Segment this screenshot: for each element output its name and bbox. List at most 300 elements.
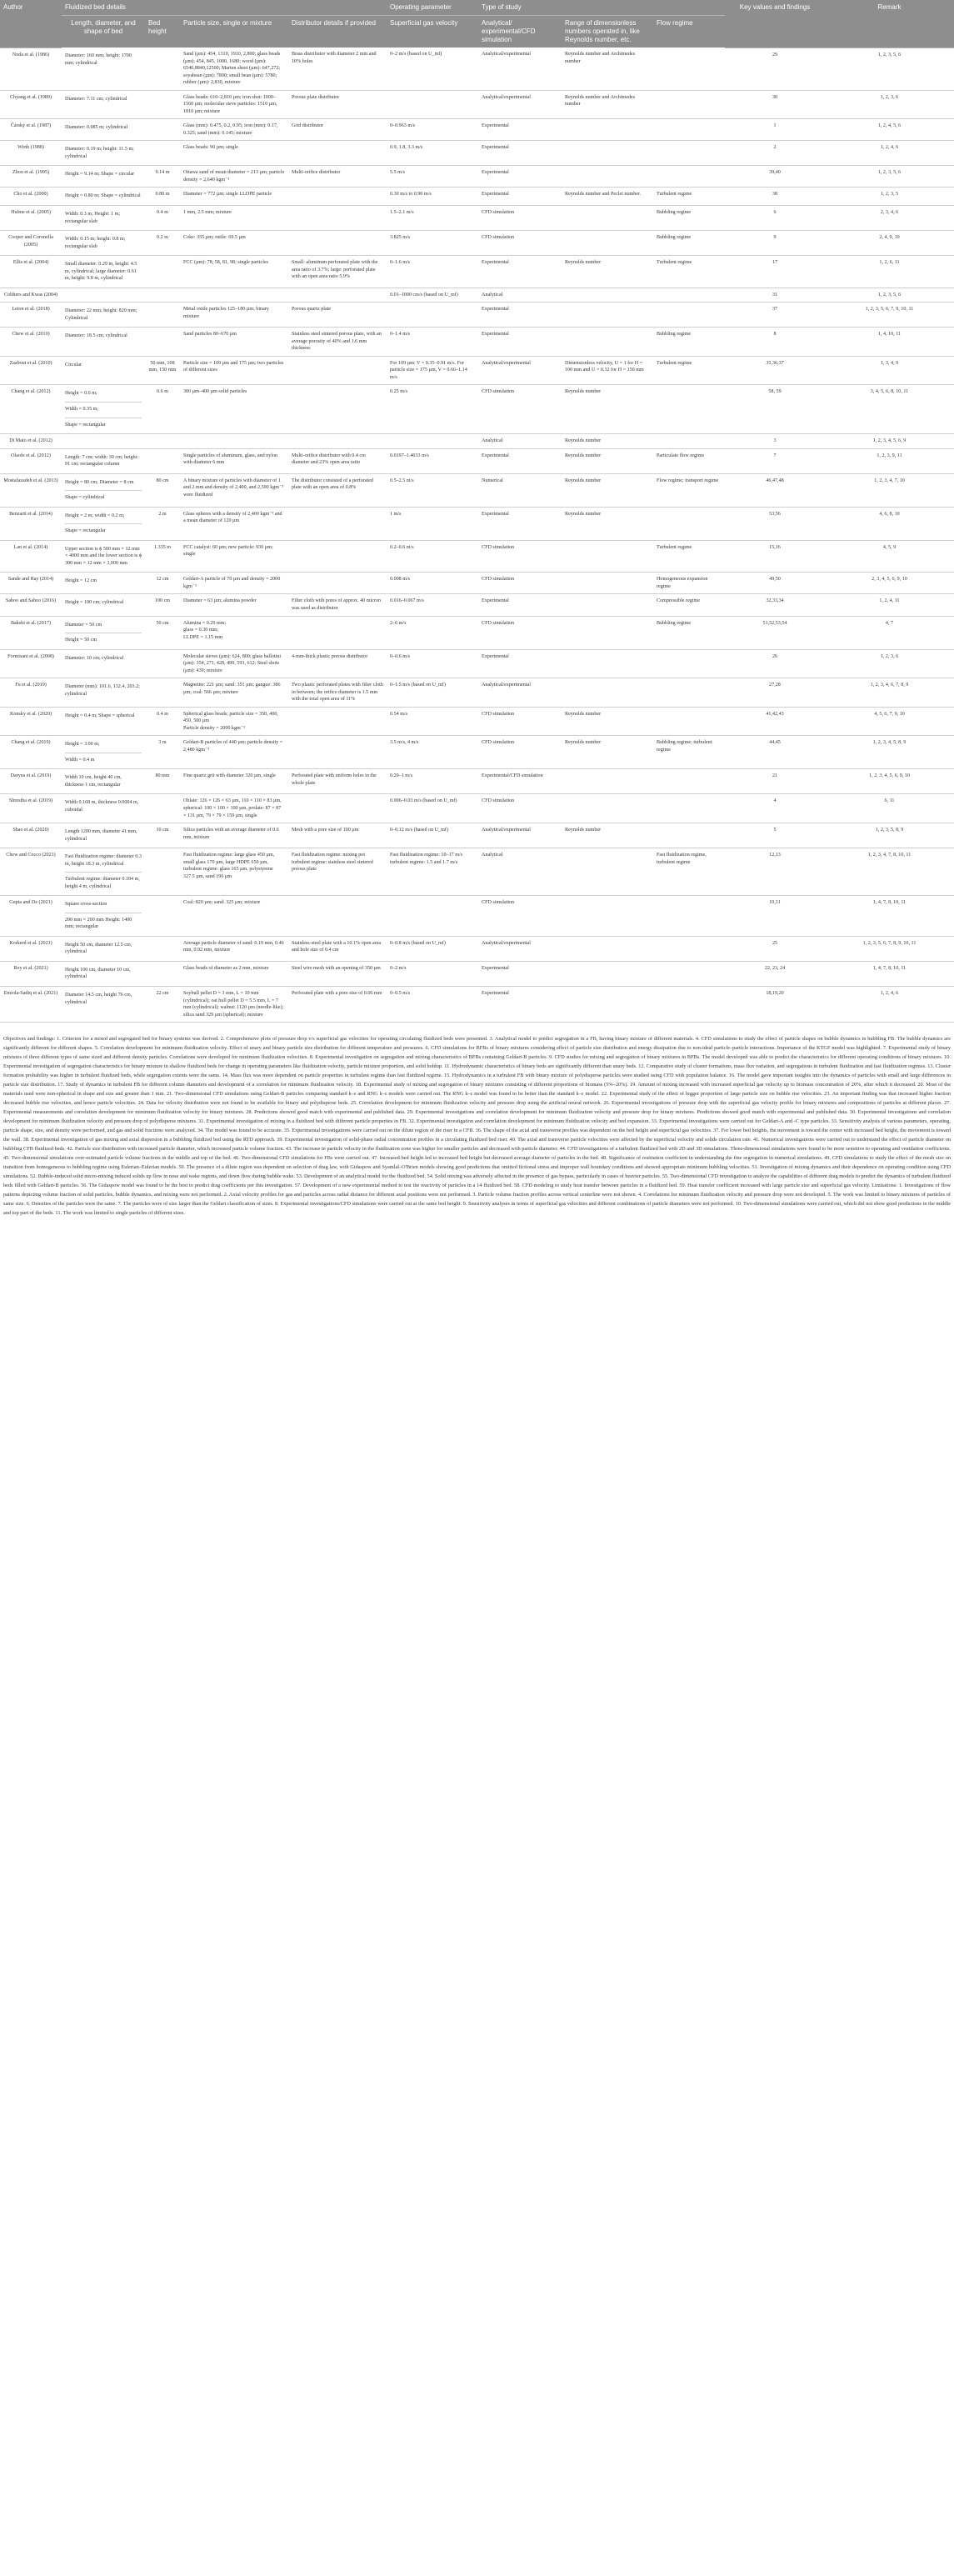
cell-study: CFD simulation <box>478 573 562 594</box>
cell-particle: Spherical glass beads; particle size = 350, 400, 450, 500 µm Particle density = 2000 kgm⁻³ <box>180 707 288 736</box>
cell-flow-regime <box>653 48 725 90</box>
table-row <box>0 540 954 573</box>
cell-study: CFD simulation <box>478 540 562 573</box>
cell-distributor: Perforated plate with a pore size of 0.06 mm <box>288 986 387 1022</box>
cell-flow-regime: Turbulent regime <box>653 540 725 573</box>
cell-dimension <box>62 507 145 540</box>
header-study: Analytical/ experimental/CFD simulation <box>478 16 562 48</box>
cell-velocity: 0.2–0.6 m/s <box>387 540 478 573</box>
cell-velocity: 0–0.12 m/s (based on U_mf) <box>387 823 478 848</box>
cell-distributor: Stainless-steel plate with a 10.1% open area and hole size of 0.4 cm <box>288 936 387 961</box>
cell-bed-height: 0.2 m <box>145 231 180 256</box>
cell-dimensionless <box>562 961 653 986</box>
cell-velocity <box>387 434 478 449</box>
cell-distributor <box>288 794 387 823</box>
cell-remark: 1, 2, 3, 5, 6 <box>825 288 954 303</box>
cell-bed-height <box>145 141 180 166</box>
cell-bed-height: 0.80 m <box>145 188 180 206</box>
dimension-part: Square cross-section <box>65 902 107 908</box>
table-row <box>0 823 954 848</box>
cell-author: Noda et al. (1986) <box>0 48 62 90</box>
cell-key-values: 2 <box>725 141 825 166</box>
cell-particle: Silica particles with an average diameter of 0.6 mm, mixture <box>180 823 288 848</box>
dimension-part: Height = 0.4 m; Shape = spherical <box>65 713 135 718</box>
cell-dimensionless <box>562 303 653 328</box>
cell-dimension <box>62 473 145 507</box>
cell-flow-regime <box>653 90 725 119</box>
cell-dimension <box>62 166 145 188</box>
cell-flow-regime: Bubbling regime <box>653 616 725 649</box>
cell-bed-height: 1.335 m <box>145 540 180 573</box>
cell-study: Experimental <box>478 448 562 473</box>
cell-flow-regime <box>653 385 725 434</box>
cell-dimension <box>62 961 145 986</box>
cell-distributor <box>288 616 387 649</box>
header-particle: Particle size, single or mixture <box>180 16 288 48</box>
table-row <box>0 649 954 678</box>
header-author: Author <box>0 0 62 48</box>
cell-remark: 6, 11 <box>825 794 954 823</box>
cell-key-values: 17 <box>725 256 825 288</box>
cell-particle: 300 µm–400 µm solid particles <box>180 385 288 434</box>
cell-dimension <box>62 256 145 288</box>
cell-dimensionless <box>562 141 653 166</box>
cell-distributor: Steel wire mesh with an opening of 350 µm <box>288 961 387 986</box>
cell-remark: 1, 2, 3, 5, 8, 9 <box>825 823 954 848</box>
cell-velocity: 0–0.8 m/s (based on U_mf) <box>387 936 478 961</box>
dimension-part <box>65 438 142 441</box>
cell-key-values: 21 <box>725 769 825 794</box>
cell-author: Emiola-Sadiq et al. (2021) <box>0 986 62 1022</box>
cell-particle: Alumina = 0.29 mm; glass = 0.30 mm; LLDPE = 1.15 mm <box>180 616 288 649</box>
cell-bed-height <box>145 794 180 823</box>
cell-dimensionless <box>562 986 653 1022</box>
table-row <box>0 473 954 507</box>
cell-author: Ellis et al. (2004) <box>0 256 62 288</box>
cell-dimensionless <box>562 328 653 357</box>
cell-flow-regime: Turbulent regime <box>653 188 725 206</box>
cell-study: CFD simulation <box>478 231 562 256</box>
dimension-part: Diameter (mm): 101.6, 132.4, 203.2; cylindrical <box>65 684 140 697</box>
cell-particle: 1 mm, 2.5 mm; mixture <box>180 205 288 230</box>
cell-author: Cooper and Coronella (2005) <box>0 231 62 256</box>
cell-distributor: Porous plate distributor <box>288 90 387 119</box>
cell-flow-regime: Bubbling regime <box>653 231 725 256</box>
cell-key-values: 37 <box>725 303 825 328</box>
cell-dimensionless <box>562 288 653 303</box>
cell-remark: 1, 2, 3, 6 <box>825 649 954 678</box>
cell-particle: Ottawa sand of mean diameter = 213 µm; particle density = 2,640 kgm⁻³ <box>180 166 288 188</box>
cell-dimensionless: Reynolds number <box>562 256 653 288</box>
dimension-part: Width: 0.3 m; Height: 1 m; rectangular slab <box>65 211 121 224</box>
cell-remark: 2, 3, 4, 6 <box>825 205 954 230</box>
cell-particle: Soybull pellet D = 3 mm, L = 10 mm (cylindrical); oat hull pellet D = 5.5 mm, L = 7 mm (cylindrical); walnut: 1120 µm (needle-like); silica sand 329 µm (spherical); mixture <box>180 986 288 1022</box>
cell-key-values: 9 <box>725 231 825 256</box>
cell-flow-regime <box>653 936 725 961</box>
cell-particle <box>180 288 288 303</box>
cell-key-values: 10,11 <box>725 896 825 937</box>
cell-dimensionless <box>562 769 653 794</box>
cell-bed-height <box>145 90 180 119</box>
table-row <box>0 48 954 90</box>
cell-velocity: 2–6 m/s <box>387 616 478 649</box>
cell-author: Chang et al. (2012) <box>0 385 62 434</box>
cell-author: Shrestha et al. (2019) <box>0 794 62 823</box>
cell-author: Colthers and Kwas (2004) <box>0 288 62 303</box>
cell-key-values: 1 <box>725 119 825 141</box>
cell-distributor <box>288 896 387 937</box>
cell-study: Experimental <box>478 141 562 166</box>
cell-key-values: 6 <box>725 205 825 230</box>
cell-study: Analytical/experimental <box>478 678 562 708</box>
cell-dimension <box>62 823 145 848</box>
cell-dimensionless: Reynolds number and Archimedes number <box>562 90 653 119</box>
cell-velocity: 5.5 m/s <box>387 166 478 188</box>
cell-author: Korkerd et al. (2021) <box>0 936 62 961</box>
cell-dimension <box>62 986 145 1022</box>
cell-author: Čárský et al. (1987) <box>0 119 62 141</box>
cell-particle: Glass beads: 90 µm; single <box>180 141 288 166</box>
table-row <box>0 678 954 708</box>
cell-dimensionless <box>562 896 653 937</box>
table-row <box>0 119 954 141</box>
cell-author: Daryus et al. (2019) <box>0 769 62 794</box>
cell-remark: 1, 2, 4, 11 <box>825 594 954 616</box>
cell-distributor: Multi-orifice distributor with 0.4 cm diameter and 23% open area ratio <box>288 448 387 473</box>
header-dimension: Length, diameter, and shape of bed <box>62 16 145 48</box>
cell-dimensionless: Reynolds number <box>562 736 653 769</box>
header-dimensionless: Range of dimensionless numbers operated in, like Reynolds number, etc. <box>562 16 653 48</box>
table-row <box>0 896 954 937</box>
table-row <box>0 961 954 986</box>
dimension-part: Shape = rectangular <box>65 523 142 537</box>
cell-key-values: 15,16 <box>725 540 825 573</box>
cell-dimensionless: Reynolds number <box>562 823 653 848</box>
cell-remark: 1, 2, 4, 6 <box>825 986 954 1022</box>
cell-distributor <box>288 573 387 594</box>
cell-flow-regime <box>653 961 725 986</box>
header-bed-height: Bed height <box>145 16 180 48</box>
cell-bed-height <box>145 961 180 986</box>
cell-dimension <box>62 188 145 206</box>
cell-author: Benzarti et al. (2014) <box>0 507 62 540</box>
cell-author: Formisani et al. (2008) <box>0 649 62 678</box>
table-row <box>0 707 954 736</box>
cell-velocity: Fast fluidization regime: 10–17 m/s turbulent regime: 1.5 and 1.7 m/s <box>387 848 478 896</box>
cell-flow-regime <box>653 769 725 794</box>
dimension-part: Width = 0.4 m <box>65 753 142 766</box>
cell-dimension <box>62 231 145 256</box>
cell-dimensionless: Reynolds number <box>562 448 653 473</box>
cell-velocity: 0–0.5 m/s <box>387 986 478 1022</box>
cell-distributor <box>288 288 387 303</box>
dimension-part: Height = 0.6 m; <box>65 391 97 397</box>
cell-particle: Fine quartz grit with diameter 320 µm, single <box>180 769 288 794</box>
table-row <box>0 303 954 328</box>
header-flow-regime: Flow regime <box>653 16 725 48</box>
cell-velocity: 0.008 m/s <box>387 573 478 594</box>
cell-dimension <box>62 896 145 937</box>
cell-study: Experimental <box>478 649 562 678</box>
cell-dimension <box>62 678 145 708</box>
header-operating-parameter: Operating parameter <box>387 0 478 16</box>
cell-dimension <box>62 119 145 141</box>
dimension-part: Fast fluidization regime: diameter 0.3 m, height 18.3 m, cylindrical <box>65 854 142 867</box>
cell-remark: 1, 2, 3, 5, 6, 7, 9, 10, 11 <box>825 303 954 328</box>
dimension-part: Diameter: 0.19 m; height: 11.5 m; cylindrical <box>65 147 134 159</box>
cell-dimensionless: Reynolds number and Peclet number. <box>562 188 653 206</box>
cell-velocity: 0.20–1 m/s <box>387 769 478 794</box>
cell-bed-height: 22 cm <box>145 986 180 1022</box>
cell-key-values: 3 <box>725 434 825 449</box>
cell-key-values: 18,19,20 <box>725 986 825 1022</box>
cell-dimension <box>62 540 145 573</box>
cell-remark: 2, 3, 4, 5, 6, 9, 10 <box>825 573 954 594</box>
cell-bed-height: 0.4 m <box>145 205 180 230</box>
dimension-part: Length 1200 mm, diameter 41 mm, cylindrical <box>65 829 137 842</box>
cell-dimensionless: Reynolds number <box>562 507 653 540</box>
cell-flow-regime <box>653 507 725 540</box>
header-distributor: Distributor details if provided <box>288 16 387 48</box>
header-remark: Remark <box>825 0 954 48</box>
cell-particle: Coke: 355 µm; rutile: 69.5 µm <box>180 231 288 256</box>
dimension-part <box>65 292 142 295</box>
cell-particle: Oblate: 126 × 126 × 63 µm, 110 × 110 × 83 µm, spherical: 100 × 100 × 100 µm, prolate: 87 × 87 × 131 µm, 79 × 79 × 159 µm, single <box>180 794 288 823</box>
cell-study: CFD simulation <box>478 707 562 736</box>
cell-author: Cho et al. (2000) <box>0 188 62 206</box>
cell-dimension <box>62 448 145 473</box>
cell-bed-height <box>145 48 180 90</box>
cell-distributor: Small: aluminum perforated plate with the area ratio of 3.7%; large: perforated plate with an open area ratio 5.9% <box>288 256 387 288</box>
table-row <box>0 385 954 434</box>
cell-velocity: 0.01–1000 cm/s (based on U_mf) <box>387 288 478 303</box>
cell-author: Chang et al. (2019) <box>0 736 62 769</box>
table-row <box>0 141 954 166</box>
dimension-part: Turbulent regime: diameter 0.184 m, height 4 m, cylindrical <box>65 872 142 892</box>
table-row <box>0 188 954 206</box>
cell-distributor <box>288 736 387 769</box>
cell-velocity: 0.006–0.03 m/s (based on U_mf) <box>387 794 478 823</box>
cell-velocity: 1.5–2.1 m/s <box>387 205 478 230</box>
cell-bed-height: 2 m <box>145 507 180 540</box>
cell-key-values: 49,50 <box>725 573 825 594</box>
cell-distributor: Brass distributor with diameter 2 mm and 10% holes <box>288 48 387 90</box>
cell-dimensionless <box>562 794 653 823</box>
fluidized-bed-review-table <box>0 0 954 1231</box>
cell-study: Experimental <box>478 166 562 188</box>
cell-particle: Sand (µm): 454, 1310, 1910, 2,800; glass beads (µm): 454, 845, 1000, 1680; wood (µm): 6540,8840,12500; Marten sheet (µm): 647,272; soyabean (µm): 7800; small bean (µm): 5780; rubber (µm): 2,830, mixture <box>180 48 288 90</box>
cell-bed-height <box>145 303 180 328</box>
cell-dimensionless: Dimensionless velocity, U = 1 for H = 100 mm and U = 0.32 for H = 150 mm <box>562 356 653 385</box>
cell-dimensionless <box>562 573 653 594</box>
table-row <box>0 616 954 649</box>
cell-flow-regime <box>653 649 725 678</box>
cell-flow-regime <box>653 794 725 823</box>
cell-bed-height: 3 m <box>145 736 180 769</box>
cell-distributor: Multi-orifice distributor <box>288 166 387 188</box>
cell-bed-height <box>145 848 180 896</box>
cell-author: Chyang et al. (1989) <box>0 90 62 119</box>
dimension-part: Diameter 14.5 cm, height 76 cm, cylindrical <box>65 992 132 1005</box>
cell-particle: Glass beads: 610–2,810 µm; iron shot: 1000–1560 µm; molecular sieve particles: 1510 µm, 1810 µm; mixture <box>180 90 288 119</box>
cell-bed-height <box>145 256 180 288</box>
dimension-part: Diameter: 7.11 cm; cylindrical <box>65 96 127 102</box>
cell-key-values: 22, 23, 24 <box>725 961 825 986</box>
cell-remark: 1, 2, 3, 5 <box>825 188 954 206</box>
cell-author: Chew et al. (2010) <box>0 328 62 357</box>
cell-remark: 2, 4, 9, 10 <box>825 231 954 256</box>
cell-distributor <box>288 540 387 573</box>
cell-study: Analytical/experimental <box>478 823 562 848</box>
table-row <box>0 231 954 256</box>
cell-key-values: 44,45 <box>725 736 825 769</box>
cell-author: Leion et al. (2018) <box>0 303 62 328</box>
cell-author: Fu et al. (2019) <box>0 678 62 708</box>
table-row <box>0 986 954 1022</box>
cell-bed-height <box>145 448 180 473</box>
cell-author: Chew and Cocco (2021) <box>0 848 62 896</box>
cell-distributor <box>288 434 387 449</box>
cell-study: Experimental <box>478 256 562 288</box>
cell-bed-height: 9.14 m <box>145 166 180 188</box>
cell-author: Gupta and De (2021) <box>0 896 62 937</box>
cell-bed-height <box>145 288 180 303</box>
table-row <box>0 205 954 230</box>
dimension-part: Height = 3.00 m, <box>65 742 100 748</box>
table-row <box>0 573 954 594</box>
cell-remark: 1, 2, 3, 6 <box>825 90 954 119</box>
table-row <box>0 256 954 288</box>
cell-dimension <box>62 616 145 649</box>
cell-study: Experimental <box>478 328 562 357</box>
table-row <box>0 288 954 303</box>
cell-key-values: 25 <box>725 936 825 961</box>
cell-dimensionless <box>562 119 653 141</box>
cell-remark: 1, 2, 3, 4, 5, 8, 9 <box>825 736 954 769</box>
dimension-part: Diameter: 160 mm; height: 1700 mm; cylindrical <box>65 53 132 66</box>
cell-study: Analytical/experimental <box>478 48 562 90</box>
dimension-part: Diameter: 0.085 m; cylindrical <box>65 125 128 131</box>
cell-bed-height: 0.6 m <box>145 385 180 434</box>
dimension-part: Width: 0.15 m; height: 0.8 m; rectangular slab <box>65 237 126 249</box>
cell-key-values: 46,47,48 <box>725 473 825 507</box>
cell-distributor <box>288 188 387 206</box>
cell-remark: 1, 2, 3, 5, 6, 7, 8, 9, 10, 11 <box>825 936 954 961</box>
cell-dimension <box>62 288 145 303</box>
cell-remark: 1, 2, 3, 4, 6, 7, 8, 9 <box>825 678 954 708</box>
cell-dimension <box>62 573 145 594</box>
cell-dimension <box>62 594 145 616</box>
cell-particle: Single particles of aluminum, glass, and nylon with diameter 6 mm <box>180 448 288 473</box>
cell-velocity: 3.825 m/s <box>387 231 478 256</box>
cell-dimensionless: Reynolds number and Archimedes number <box>562 48 653 90</box>
table-row <box>0 794 954 823</box>
cell-velocity <box>387 896 478 937</box>
cell-dimensionless <box>562 231 653 256</box>
cell-dimensionless <box>562 594 653 616</box>
cell-remark: 1, 2, 6, 11 <box>825 256 954 288</box>
cell-bed-height: 50 mm, 108 mm, 150 mm <box>145 356 180 385</box>
cell-dimensionless <box>562 540 653 573</box>
cell-author: Sahoo and Sahoo (2016) <box>0 594 62 616</box>
cell-distributor: Stainless steel sintered porous plate, with an average porosity of 40% and 1.6 mm thickness <box>288 328 387 357</box>
cell-particle: Average particle diameter of sand: 0.19 mm, 0.46 mm, 0.92 mm, mixture <box>180 936 288 961</box>
cell-study: Analytical/experimental <box>478 90 562 119</box>
cell-study: Experimental <box>478 303 562 328</box>
cell-flow-regime <box>653 119 725 141</box>
cell-velocity: 0–1.6 m/s <box>387 256 478 288</box>
cell-particle: Molecular sieves (µm): 624, 800; glass ballotini (µm): 354, 271, 428, 499, 593, 612; Steel shots (µm): 439; mixture <box>180 649 288 678</box>
cell-key-values: 30 <box>725 90 825 119</box>
cell-study: CFD simulation <box>478 385 562 434</box>
cell-key-values: 38 <box>725 188 825 206</box>
table-row <box>0 166 954 188</box>
cell-author: Wirth (1988) <box>0 141 62 166</box>
dimension-part: Shape = rectangular <box>65 418 142 431</box>
cell-study: Experimental <box>478 119 562 141</box>
dimension-part: Shape = cylindrical <box>65 490 142 503</box>
cell-study: Experimental <box>478 188 562 206</box>
cell-key-values: 7 <box>725 448 825 473</box>
cell-distributor: Perforated plate with uniform holes in the whole plate <box>288 769 387 794</box>
cell-particle: Diameter = 772 µm; single LLDPE particle <box>180 188 288 206</box>
cell-particle: Geldart-B particles of 440 µm; particle density = 2,480 kgm⁻³ <box>180 736 288 769</box>
cell-dimension <box>62 936 145 961</box>
cell-particle: Fast fluidization regime: large glass 450 µm, small glass 170 µm, large HDPE 650 µm, turbulent regime: glass 165 µm, polystyrene 327.5 µm, sand 196 µm <box>180 848 288 896</box>
dimension-part: Width 10 cm, height 40 cm, thickness 1 cm, rectangular <box>65 775 122 788</box>
cell-author: Olaofe et al. (2012) <box>0 448 62 473</box>
cell-dimensionless <box>562 848 653 896</box>
cell-flow-regime: Compressible regime <box>653 594 725 616</box>
table-row <box>0 594 954 616</box>
cell-flow-regime: Bubbling regime; turbulent regime <box>653 736 725 769</box>
dimension-part: Height = 12 cm <box>65 578 97 584</box>
header-row-top <box>0 0 954 16</box>
cell-distributor: Filter cloth with pores of approx. 40 micron was used as distributor <box>288 594 387 616</box>
cell-study: CFD simulation <box>478 616 562 649</box>
cell-velocity: 0.54 m/s <box>387 707 478 736</box>
cell-author: Zhou et al. (1995) <box>0 166 62 188</box>
cell-author: Roy et al. (2021) <box>0 961 62 986</box>
cell-particle <box>180 434 288 449</box>
dimension-part: Upper section is ϕ 500 mm × 12 mm × 4000 mm and the lower section is ϕ 300 mm × 12 mm × 3,000 mm <box>65 546 142 566</box>
dimension-part: Height = 80 cm; Diameter = 8 cm <box>65 479 134 485</box>
cell-particle: Geldart-A particle of 70 µm and density = 2000 kgm⁻³ <box>180 573 288 594</box>
cell-velocity: 0.25 m/s <box>387 385 478 434</box>
header-key-values: Key values and findings <box>725 0 825 48</box>
table-body <box>0 48 954 1023</box>
cell-velocity <box>387 303 478 328</box>
cell-remark: 1, 2, 4, 5, 6 <box>825 119 954 141</box>
cell-dimension <box>62 303 145 328</box>
cell-distributor <box>288 507 387 540</box>
cell-key-values: 41,42,43 <box>725 707 825 736</box>
cell-dimensionless <box>562 678 653 708</box>
cell-key-values: 4 <box>725 794 825 823</box>
cell-author: Konsky et al. (2020) <box>0 707 62 736</box>
cell-bed-height: 0.4 m <box>145 707 180 736</box>
cell-dimension <box>62 205 145 230</box>
cell-dimension <box>62 141 145 166</box>
cell-flow-regime <box>653 896 725 937</box>
cell-study: Analytical <box>478 848 562 896</box>
cell-author: Bakshi et al. (2017) <box>0 616 62 649</box>
cell-study: Analytical <box>478 434 562 449</box>
cell-particle: Metal oxide particles 125–180 µm; binary mixture <box>180 303 288 328</box>
footnotes <box>0 1023 954 1231</box>
cell-remark: 1, 2, 3, 5, 6 <box>825 48 954 90</box>
cell-distributor <box>288 385 387 434</box>
